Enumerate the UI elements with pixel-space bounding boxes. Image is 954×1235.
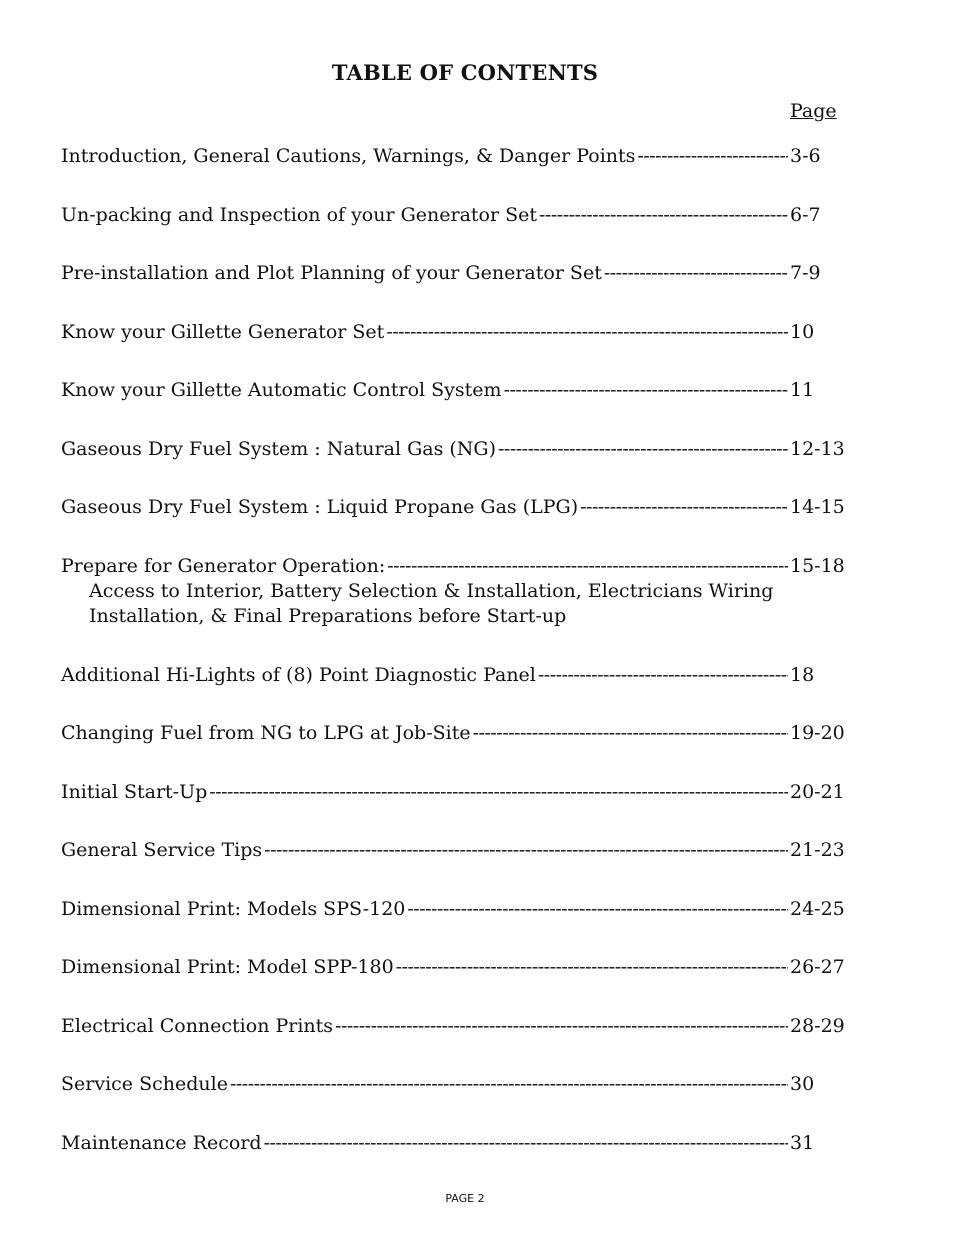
toc-entry-pages: 21-23: [790, 839, 845, 861]
toc-entry-pages: 10: [790, 320, 815, 343]
toc-entry[interactable]: [61, 1013, 846, 1039]
toc-entry-label: Dimensional Print: Models SPS-120: [61, 897, 406, 920]
toc-entry-pages: 14-15: [790, 496, 845, 518]
toc-entry-pages: 7-9: [790, 262, 821, 284]
toc-entry[interactable]: [61, 436, 846, 462]
toc-entry-label: Initial Start-Up: [61, 780, 208, 803]
toc-entry-pages: 20-21: [790, 780, 845, 803]
toc-entry-pages: 6-7: [790, 203, 821, 226]
dot-leader: [604, 260, 788, 286]
toc-entry-pages: 19-20: [790, 722, 845, 744]
toc-entry[interactable]: [61, 1071, 846, 1097]
toc-entry-sub-line: Access to Interior, Battery Selection & Installation, Electricians Wiring: [89, 579, 774, 602]
toc-entry-label: Introduction, General Cautions, Warnings, & Danger Points: [61, 145, 636, 167]
toc-entry[interactable]: [61, 779, 846, 805]
page-number-footer: PAGE 2: [445, 1192, 485, 1205]
dot-leader: [230, 1071, 788, 1097]
toc-entry[interactable]: [61, 377, 846, 403]
toc-entry-label: Pre-installation and Plot Planning of your Generator Set: [61, 262, 602, 284]
dot-leader: [473, 720, 788, 746]
toc-entry-pages: 24-25: [790, 897, 845, 920]
toc-entry-pages: 3-6: [790, 145, 821, 167]
dot-leader: [539, 202, 788, 228]
toc-entry-label: Know your Gillette Generator Set: [61, 320, 385, 343]
toc-entry-pages: 12-13: [790, 437, 845, 460]
toc-entry[interactable]: [61, 954, 846, 980]
dot-leader: [264, 837, 788, 863]
page-column-header: Page: [790, 100, 837, 122]
toc-entry[interactable]: [61, 1130, 846, 1156]
toc-entry-label: Gaseous Dry Fuel System : Liquid Propane Gas (LPG): [61, 496, 579, 518]
toc-entry[interactable]: [61, 319, 846, 345]
page-title: TABLE OF CONTENTS: [331, 60, 599, 85]
toc-entry-sub-line: Installation, & Final Preparations before Start-up: [89, 604, 567, 627]
toc-entry-label: Electrical Connection Prints: [61, 1014, 334, 1037]
toc-entry-label: Changing Fuel from NG to LPG at Job-Site: [61, 722, 471, 744]
dot-leader: [264, 1130, 788, 1156]
toc-entry[interactable]: [61, 494, 846, 520]
toc-entry[interactable]: [61, 662, 846, 688]
toc-entry-label: Service Schedule: [61, 1073, 228, 1095]
dot-leader: [637, 143, 788, 169]
toc-entry-description: [61, 579, 846, 629]
dot-leader: [396, 954, 788, 980]
toc-entry-label: Additional Hi-Lights of (8) Point Diagnostic Panel: [61, 663, 536, 686]
dot-leader: [407, 896, 788, 922]
dot-leader: [386, 319, 788, 345]
dot-leader: [498, 436, 788, 462]
toc-entry-label: Gaseous Dry Fuel System : Natural Gas (NG): [61, 437, 496, 460]
toc-entry-pages: 26-27: [790, 956, 845, 978]
toc-entry[interactable]: [61, 896, 846, 922]
toc-entry-label: Maintenance Record: [61, 1131, 262, 1154]
toc-entry-pages: 30: [790, 1073, 815, 1095]
toc-entry-pages: 11: [790, 379, 815, 401]
toc-list: [61, 143, 846, 1188]
toc-entry[interactable]: [61, 720, 846, 746]
dot-leader: [580, 494, 788, 520]
toc-entry-label: Un-packing and Inspection of your Generator Set: [61, 203, 538, 226]
toc-entry[interactable]: [61, 837, 846, 863]
toc-entry[interactable]: [61, 553, 846, 579]
toc-entry[interactable]: [61, 260, 846, 286]
toc-entry-pages: 28-29: [790, 1014, 845, 1037]
dot-leader: [538, 662, 788, 688]
toc-entry[interactable]: [61, 143, 846, 169]
toc-entry-label: Prepare for Generator Operation:: [61, 554, 386, 577]
dot-leader: [335, 1013, 788, 1039]
toc-entry[interactable]: [61, 202, 846, 228]
toc-entry-pages: 31: [790, 1131, 815, 1154]
toc-entry-pages: 15-18: [790, 554, 845, 577]
toc-entry-pages: 18: [790, 663, 815, 686]
toc-entry-label: General Service Tips: [61, 839, 263, 861]
dot-leader: [387, 553, 788, 579]
toc-entry-label: Dimensional Print: Model SPP-180: [61, 956, 394, 978]
dot-leader: [504, 377, 788, 403]
toc-entry-label: Know your Gillette Automatic Control System: [61, 379, 502, 401]
dot-leader: [209, 779, 788, 805]
